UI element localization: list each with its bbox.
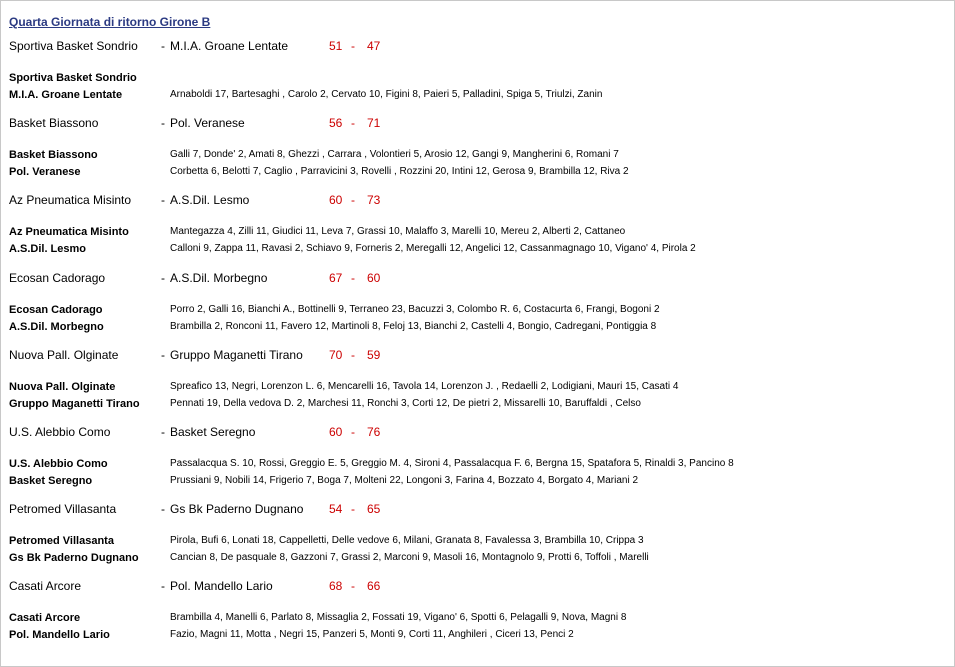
team1-name: Basket Biassono [9,149,98,161]
away-team: Pol. Mandello Lario [170,579,273,593]
home-team: Az Pneumatica Misinto [9,193,132,207]
away-score: 60 [367,271,381,285]
score-dash: - [351,116,355,130]
team2-name: A.S.Dil. Morbegno [9,321,104,333]
separator-dash: - [161,39,165,53]
separator-dash: - [161,425,165,439]
home-score: 60 [329,425,343,439]
home-team: Casati Arcore [9,579,82,593]
team2-players: Arnaboldi 17, Bartesaghi , Carolo 2, Cervato 10, Figini 8, Paieri 5, Palladini, Spiga 5, Triulzi, Zanin [170,89,603,100]
match-block [1,425,955,502]
team1-players: Mantegazza 4, Zilli 11, Giudici 11, Leva 7, Grassi 10, Malaffo 3, Marelli 10, Mereu 2, Alberti 2, Cattaneo [170,226,626,237]
team2-players: Prussiani 9, Nobili 14, Frigerio 7, Boga 7, Molteni 22, Longoni 3, Farina 4, Bozzato 4, Borgato 4, Mariani 2 [170,475,639,486]
team1-players: Brambilla 4, Manelli 6, Parlato 8, Missaglia 2, Fossati 19, Vigano' 6, Spotti 6, Pelagalli 9, Nova, Magni 8 [170,612,627,623]
score [329,425,380,439]
separator-dash: - [161,348,165,362]
away-team: M.I.A. Groane Lentate [170,39,289,53]
score-dash: - [351,39,355,53]
score [329,348,380,362]
team2-players: Cancian 8, De pasquale 8, Gazzoni 7, Grassi 2, Marconi 9, Masoli 16, Montagnolo 9, Protti 6, Toffoli , Marelli [170,552,649,563]
score-dash: - [351,425,355,439]
score-dash: - [351,348,355,362]
team2-name: Gs Bk Paderno Dugnano [9,552,139,564]
team1-players: Spreafico 13, Negri, Lorenzon L. 6, Mencarelli 16, Tavola 14, Lorenzon J. , Redaelli 2, Lodigiani, Mauri 15, Casati 4 [170,381,679,392]
home-score: 54 [329,502,343,516]
team1-name: Sportiva Basket Sondrio [9,72,137,84]
match-block [1,502,955,579]
match-block [1,39,955,116]
away-team: A.S.Dil. Lesmo [170,193,250,207]
score [329,39,380,53]
home-team: Sportiva Basket Sondrio [9,39,138,53]
page-title[interactable]: Quarta Giornata di ritorno Girone B [9,15,211,29]
away-score: 65 [367,502,381,516]
score [329,579,380,593]
team2-name: M.I.A. Groane Lentate [9,89,123,101]
score [329,193,380,207]
separator-dash: - [161,193,165,207]
match-block [1,579,955,656]
score-dash: - [351,502,355,516]
away-team: Gruppo Maganetti Tirano [170,348,303,362]
away-team: Gs Bk Paderno Dugnano [170,502,304,516]
home-team: Ecosan Cadorago [9,271,106,285]
match-block [1,348,955,425]
away-score: 59 [367,348,381,362]
away-score: 71 [367,116,381,130]
home-team: Nuova Pall. Olginate [9,348,119,362]
team1-players: Galli 7, Donde' 2, Amati 8, Ghezzi , Carrara , Volontieri 5, Arosio 12, Gangi 9, Mangherini 6, Romani 7 [170,149,619,160]
team2-name: Basket Seregno [9,475,93,487]
away-team: A.S.Dil. Morbegno [170,271,268,285]
away-team: Basket Seregno [170,425,256,439]
team2-name: Pol. Veranese [9,166,81,178]
away-score: 76 [367,425,381,439]
home-score: 56 [329,116,343,130]
separator-dash: - [161,116,165,130]
home-team: Basket Biassono [9,116,99,130]
score-dash: - [351,271,355,285]
score [329,271,380,285]
separator-dash: - [161,502,165,516]
score-dash: - [351,579,355,593]
home-score: 70 [329,348,343,362]
match-block [1,116,955,193]
home-team: U.S. Alebbio Como [9,425,111,439]
away-score: 66 [367,579,381,593]
team2-name: Pol. Mandello Lario [9,629,110,641]
away-team: Pol. Veranese [170,116,245,130]
team1-players: Passalacqua S. 10, Rossi, Greggio E. 5, Greggio M. 4, Sironi 4, Passalacqua F. 6, Bergna 15, Spatafora 5, Rinaldi 3, Pancino 8 [170,458,734,469]
team2-players: Pennati 19, Della vedova D. 2, Marchesi 11, Ronchi 3, Corti 12, De pietri 2, Missarelli 10, Baruffaldi , Celso [170,398,641,409]
team1-name: Nuova Pall. Olginate [9,381,116,393]
team2-name: A.S.Dil. Lesmo [9,243,87,255]
team1-name: Petromed Villasanta [9,535,114,547]
home-score: 60 [329,193,343,207]
team2-players: Fazio, Magni 11, Motta , Negri 15, Panzeri 5, Monti 9, Corti 11, Anghileri , Ciceri 13, Penci 2 [170,629,574,640]
home-team: Petromed Villasanta [9,502,117,516]
team1-players: Pirola, Bufi 6, Lonati 18, Cappelletti, Delle vedove 6, Milani, Granata 8, Favalessa 3, Brambilla 10, Crippa 3 [170,535,644,546]
team1-name: U.S. Alebbio Como [9,458,108,470]
team1-players: Porro 2, Galli 16, Bianchi A., Bottinelli 9, Terraneo 23, Bacuzzi 3, Colombo R. 6, Costacurta 6, Frangi, Bogoni 2 [170,304,660,315]
score-dash: - [351,193,355,207]
team1-name: Casati Arcore [9,612,81,624]
separator-dash: - [161,271,165,285]
away-score: 47 [367,39,381,53]
team2-players: Calloni 9, Zappa 11, Ravasi 2, Schiavo 9, Forneris 2, Meregalli 12, Angelici 12, Cassanmagnago 10, Vigano' 4, Pirola 2 [170,243,696,254]
separator-dash: - [161,579,165,593]
team2-players: Brambilla 2, Ronconi 11, Favero 12, Martinoli 8, Feloj 13, Bianchi 2, Castelli 4, Bongio, Cadregani, Pontiggia 8 [170,321,657,332]
team2-name: Gruppo Maganetti Tirano [9,398,140,410]
score [329,502,380,516]
away-score: 73 [367,193,381,207]
home-score: 51 [329,39,343,53]
home-score: 67 [329,271,343,285]
team1-name: Ecosan Cadorago [9,304,103,316]
match-block [1,271,955,348]
team1-name: Az Pneumatica Misinto [9,226,129,238]
match-block [1,193,955,270]
score [329,116,380,130]
team2-players: Corbetta 6, Belotti 7, Caglio , Parravicini 3, Rovelli , Rozzini 20, Intini 12, Gerosa 9, Brambilla 12, Riva 2 [170,166,629,177]
home-score: 68 [329,579,343,593]
